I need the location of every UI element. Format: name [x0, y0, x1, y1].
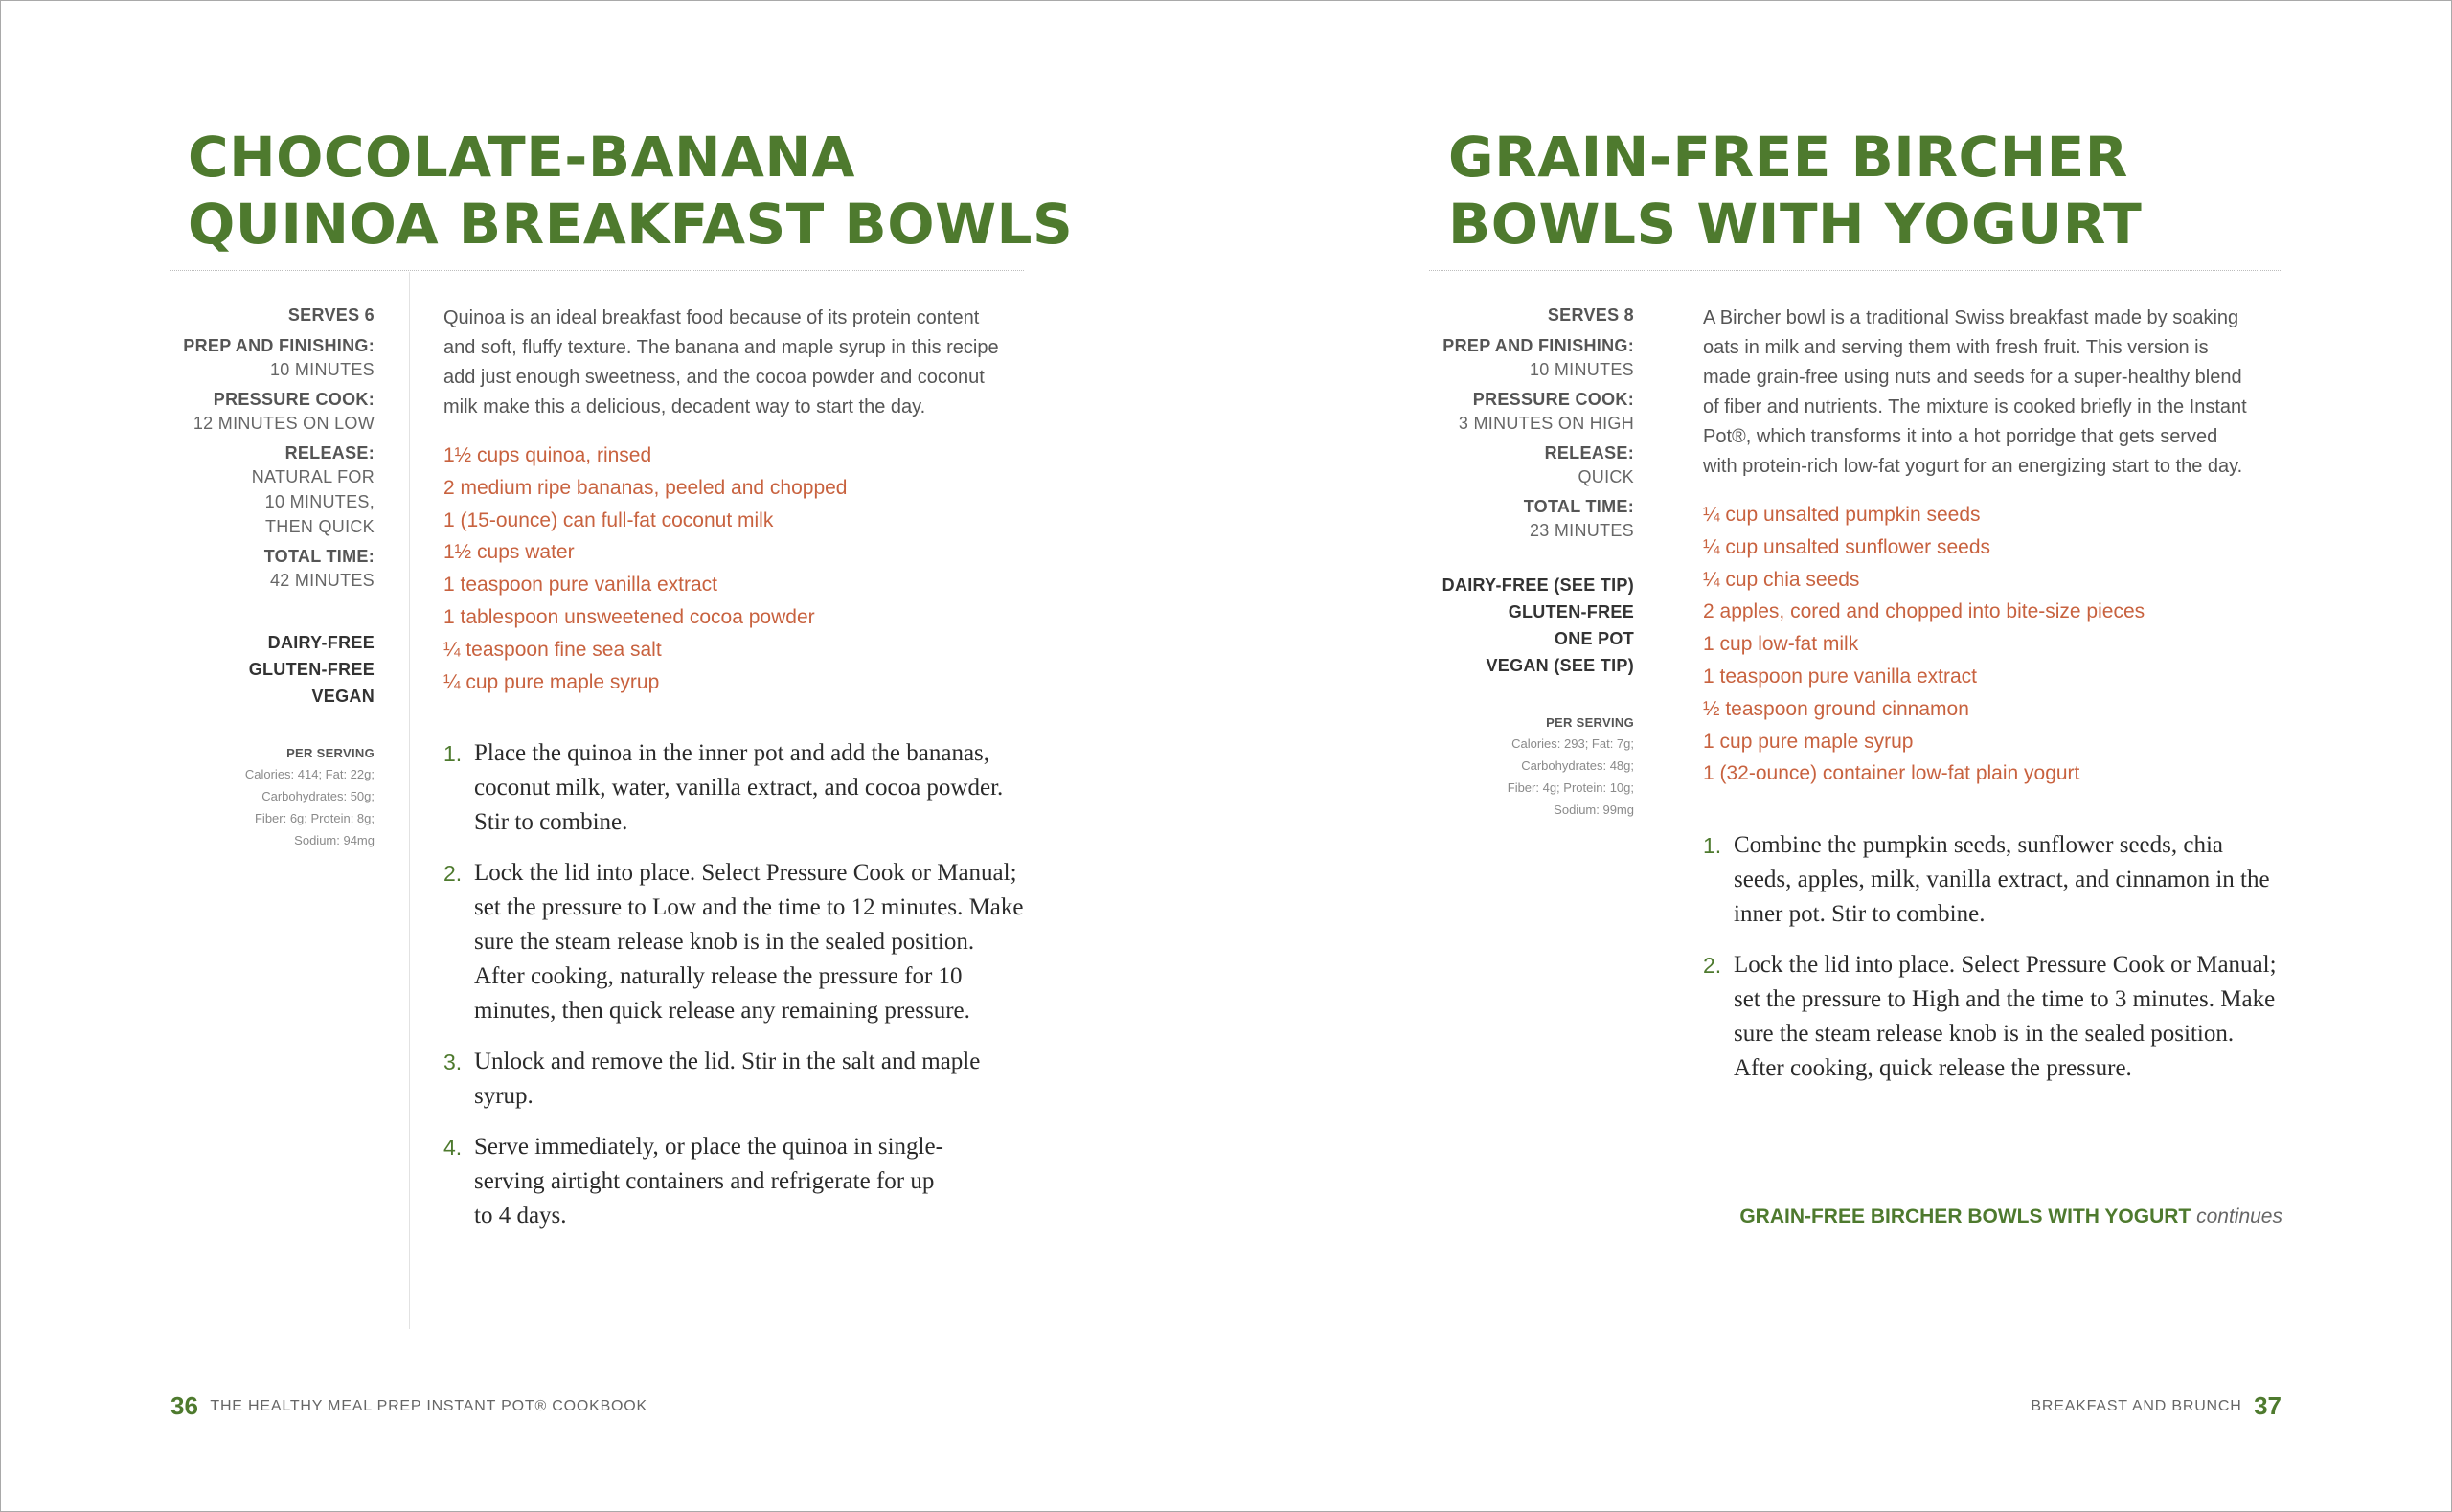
running-head: BREAKFAST AND BRUNCH	[2031, 1397, 2242, 1414]
release-label: RELEASE:	[1544, 443, 1634, 463]
step-number: 1.	[1703, 833, 1722, 859]
ingredient-item: 2 apples, cored and chopped into bite-size pieces	[1703, 600, 2146, 623]
pressure-value: 12 MINUTES ON LOW	[193, 414, 375, 433]
nutrition-line: Calories: 414; Fat: 22g;	[244, 767, 375, 781]
step-item	[443, 1130, 943, 1233]
title-line: GRAIN-FREE BIRCHER	[1448, 124, 2128, 190]
page-footer	[2031, 1391, 2282, 1421]
continues-note	[1739, 1206, 2282, 1229]
title-divider	[1429, 270, 2282, 271]
step-text: Unlock and remove the lid. Stir in the salt and maple syrup.	[474, 1049, 981, 1110]
prep-label: PREP AND FINISHING:	[1442, 336, 1634, 355]
ingredient-item: ½ teaspoon ground cinnamon	[1703, 697, 1969, 720]
diet-tag: GLUTEN-FREE	[1508, 602, 1634, 621]
step-number: 2.	[443, 861, 463, 887]
step-number: 2.	[1703, 953, 1722, 979]
ingredient-item: 1 (15-ounce) can full-fat coconut milk	[443, 508, 774, 531]
diet-tag: DAIRY-FREE	[267, 633, 375, 652]
nutrition-facts	[1403, 733, 1634, 821]
recipe-meta	[1403, 304, 1634, 821]
nutrition-line: Fiber: 4g; Protein: 10g;	[1507, 780, 1634, 795]
nutrition-line: Sodium: 99mg	[1554, 802, 1634, 817]
pressure-label: PRESSURE COOK:	[213, 390, 375, 409]
nutrition-facts	[154, 763, 375, 851]
continues-recipe-title: GRAIN-FREE BIRCHER BOWLS WITH YOGURT	[1739, 1206, 2191, 1228]
step-list	[1703, 828, 2289, 1086]
serves-label: SERVES 8	[1547, 305, 1634, 325]
ingredient-item: ¼ cup unsalted pumpkin seeds	[1703, 504, 1981, 526]
total-label: TOTAL TIME:	[263, 547, 375, 566]
step-item	[1703, 828, 2270, 932]
pressure-value: 3 MINUTES ON HIGH	[1458, 414, 1634, 433]
step-item	[443, 1045, 1010, 1114]
title-divider	[170, 270, 1024, 271]
serves-label: SERVES 6	[287, 305, 375, 325]
ingredient-item: ¼ cup chia seeds	[1703, 568, 1860, 591]
total-value: 42 MINUTES	[269, 571, 375, 590]
page-number: 36	[170, 1391, 198, 1420]
intro-paragraph: A Bircher bowl is a traditional Swiss breakfast made by soaking oats in milk and serving them with fresh fruit. This version is made grain-free using nuts and seeds for a super-healthy blend of fiber and nutrients. The mixture is cooked briefly in the Instant Pot®, which transforms it into a hot porridge that gets served with protein-rich low-fat yogurt for an energizing start to the day.	[1703, 307, 2247, 477]
nutrition-line: Carbohydrates: 50g;	[261, 789, 375, 803]
nutrition-line: Calories: 293; Fat: 7g;	[1511, 736, 1634, 751]
ingredient-item: 1 (32-ounce) container low-fat plain yogurt	[1703, 762, 2080, 785]
step-item	[443, 736, 1010, 840]
prep-value: 10 MINUTES	[1529, 360, 1634, 379]
step-text: Combine the pumpkin seeds, sunflower seeds, chia seeds, apples, milk, vanilla extract, and cinnamon in the inner pot. Stir to combine.	[1734, 832, 2270, 928]
ingredient-list	[1703, 499, 2289, 790]
recipe-body	[443, 304, 1024, 1250]
ingredient-list	[443, 440, 1016, 698]
diet-tag: DAIRY-FREE (SEE TIP)	[1442, 575, 1634, 595]
diet-tags	[154, 629, 375, 710]
total-value: 23 MINUTES	[1529, 521, 1634, 540]
recipe-meta	[154, 304, 375, 851]
step-text: Lock the lid into place. Select Pressure Cook or Manual; set the pressure to High and the time to 3 minutes. Make sure the steam release knob is in the sealed position. After cooking, quick release the pressure.	[1734, 952, 2277, 1082]
title-line: BOWLS WITH YOGURT	[1448, 192, 2143, 257]
nutrition-line: Sodium: 94mg	[294, 833, 375, 847]
release-value-line: NATURAL FOR	[251, 467, 375, 486]
recipe-title	[188, 124, 1073, 258]
ingredient-item: 1 cup low-fat milk	[1703, 633, 1859, 656]
release-value	[154, 464, 375, 539]
release-label: RELEASE:	[284, 443, 375, 463]
total-label: TOTAL TIME:	[1523, 497, 1634, 516]
ingredient-item: 2 medium ripe bananas, peeled and chopped	[443, 476, 848, 499]
continues-word: continues	[2196, 1206, 2282, 1228]
diet-tag: VEGAN	[311, 687, 375, 706]
recipe-body	[1703, 304, 2289, 1102]
diet-tag: VEGAN (SEE TIP)	[1486, 656, 1634, 675]
ingredient-item: 1 cup pure maple syrup	[1703, 730, 1914, 753]
nutrition-line: Carbohydrates: 48g;	[1521, 758, 1634, 773]
title-line: CHOCOLATE-BANANA	[188, 124, 855, 190]
prep-label: PREP AND FINISHING:	[183, 336, 375, 355]
per-serving-label: PER SERVING	[1546, 715, 1634, 730]
per-serving-label: PER SERVING	[286, 746, 375, 760]
page-footer	[170, 1391, 647, 1421]
step-list	[443, 736, 1024, 1233]
prep-value: 10 MINUTES	[269, 360, 375, 379]
step-item	[1703, 948, 2284, 1086]
column-divider	[409, 272, 410, 1329]
left-page	[1, 1, 1226, 1511]
step-number: 4.	[443, 1135, 463, 1161]
step-number: 3.	[443, 1049, 463, 1075]
ingredient-item: 1½ cups water	[443, 541, 575, 564]
step-text: Serve immediately, or place the quinoa in single-serving airtight containers and refrigerate for up to 4 days.	[474, 1134, 943, 1230]
step-number: 1.	[443, 741, 463, 767]
ingredient-item: 1½ cups quinoa, rinsed	[443, 444, 652, 466]
release-value-line: 10 MINUTES,	[264, 492, 375, 511]
ingredient-item: ¼ cup pure maple syrup	[443, 670, 660, 693]
diet-tag: GLUTEN-FREE	[248, 660, 375, 679]
page-number: 37	[2254, 1391, 2282, 1420]
ingredient-item: ¼ teaspoon fine sea salt	[443, 638, 662, 661]
diet-tag: ONE POT	[1554, 629, 1634, 648]
release-value-line: THEN QUICK	[264, 517, 375, 536]
running-head: THE HEALTHY MEAL PREP INSTANT POT® COOKBOOK	[210, 1397, 648, 1414]
intro-paragraph: Quinoa is an ideal breakfast food because of its protein content and soft, fluffy texture. The banana and maple syrup in this recipe add just enough sweetness, and the cocoa powder and coconut milk make this a delicious, decadent way to start the day.	[443, 307, 999, 417]
right-page	[1226, 1, 2451, 1511]
ingredient-item: 1 teaspoon pure vanilla extract	[443, 574, 718, 597]
ingredient-item: ¼ cup unsalted sunflower seeds	[1703, 535, 1991, 558]
step-item	[443, 856, 1025, 1028]
nutrition-line: Fiber: 6g; Protein: 8g;	[254, 811, 375, 825]
ingredient-item: 1 tablespoon unsweetened cocoa powder	[443, 605, 815, 628]
step-text: Place the quinoa in the inner pot and add the bananas, coconut milk, water, vanilla extract, and cocoa powder. Stir to combine.	[474, 740, 1004, 836]
recipe-title	[1448, 124, 2142, 258]
pressure-label: PRESSURE COOK:	[1472, 390, 1634, 409]
title-line: QUINOA BREAKFAST BOWLS	[188, 192, 1074, 257]
diet-tags	[1403, 572, 1634, 679]
step-text: Lock the lid into place. Select Pressure Cook or Manual; set the pressure to Low and the time to 12 minutes. Make sure the steam release knob is in the sealed position. After cooking, naturally release the pressure for 10 minutes, then quick release any remaining pressure.	[474, 860, 1024, 1025]
release-value: QUICK	[1578, 467, 1634, 486]
ingredient-item: 1 teaspoon pure vanilla extract	[1703, 665, 1978, 688]
